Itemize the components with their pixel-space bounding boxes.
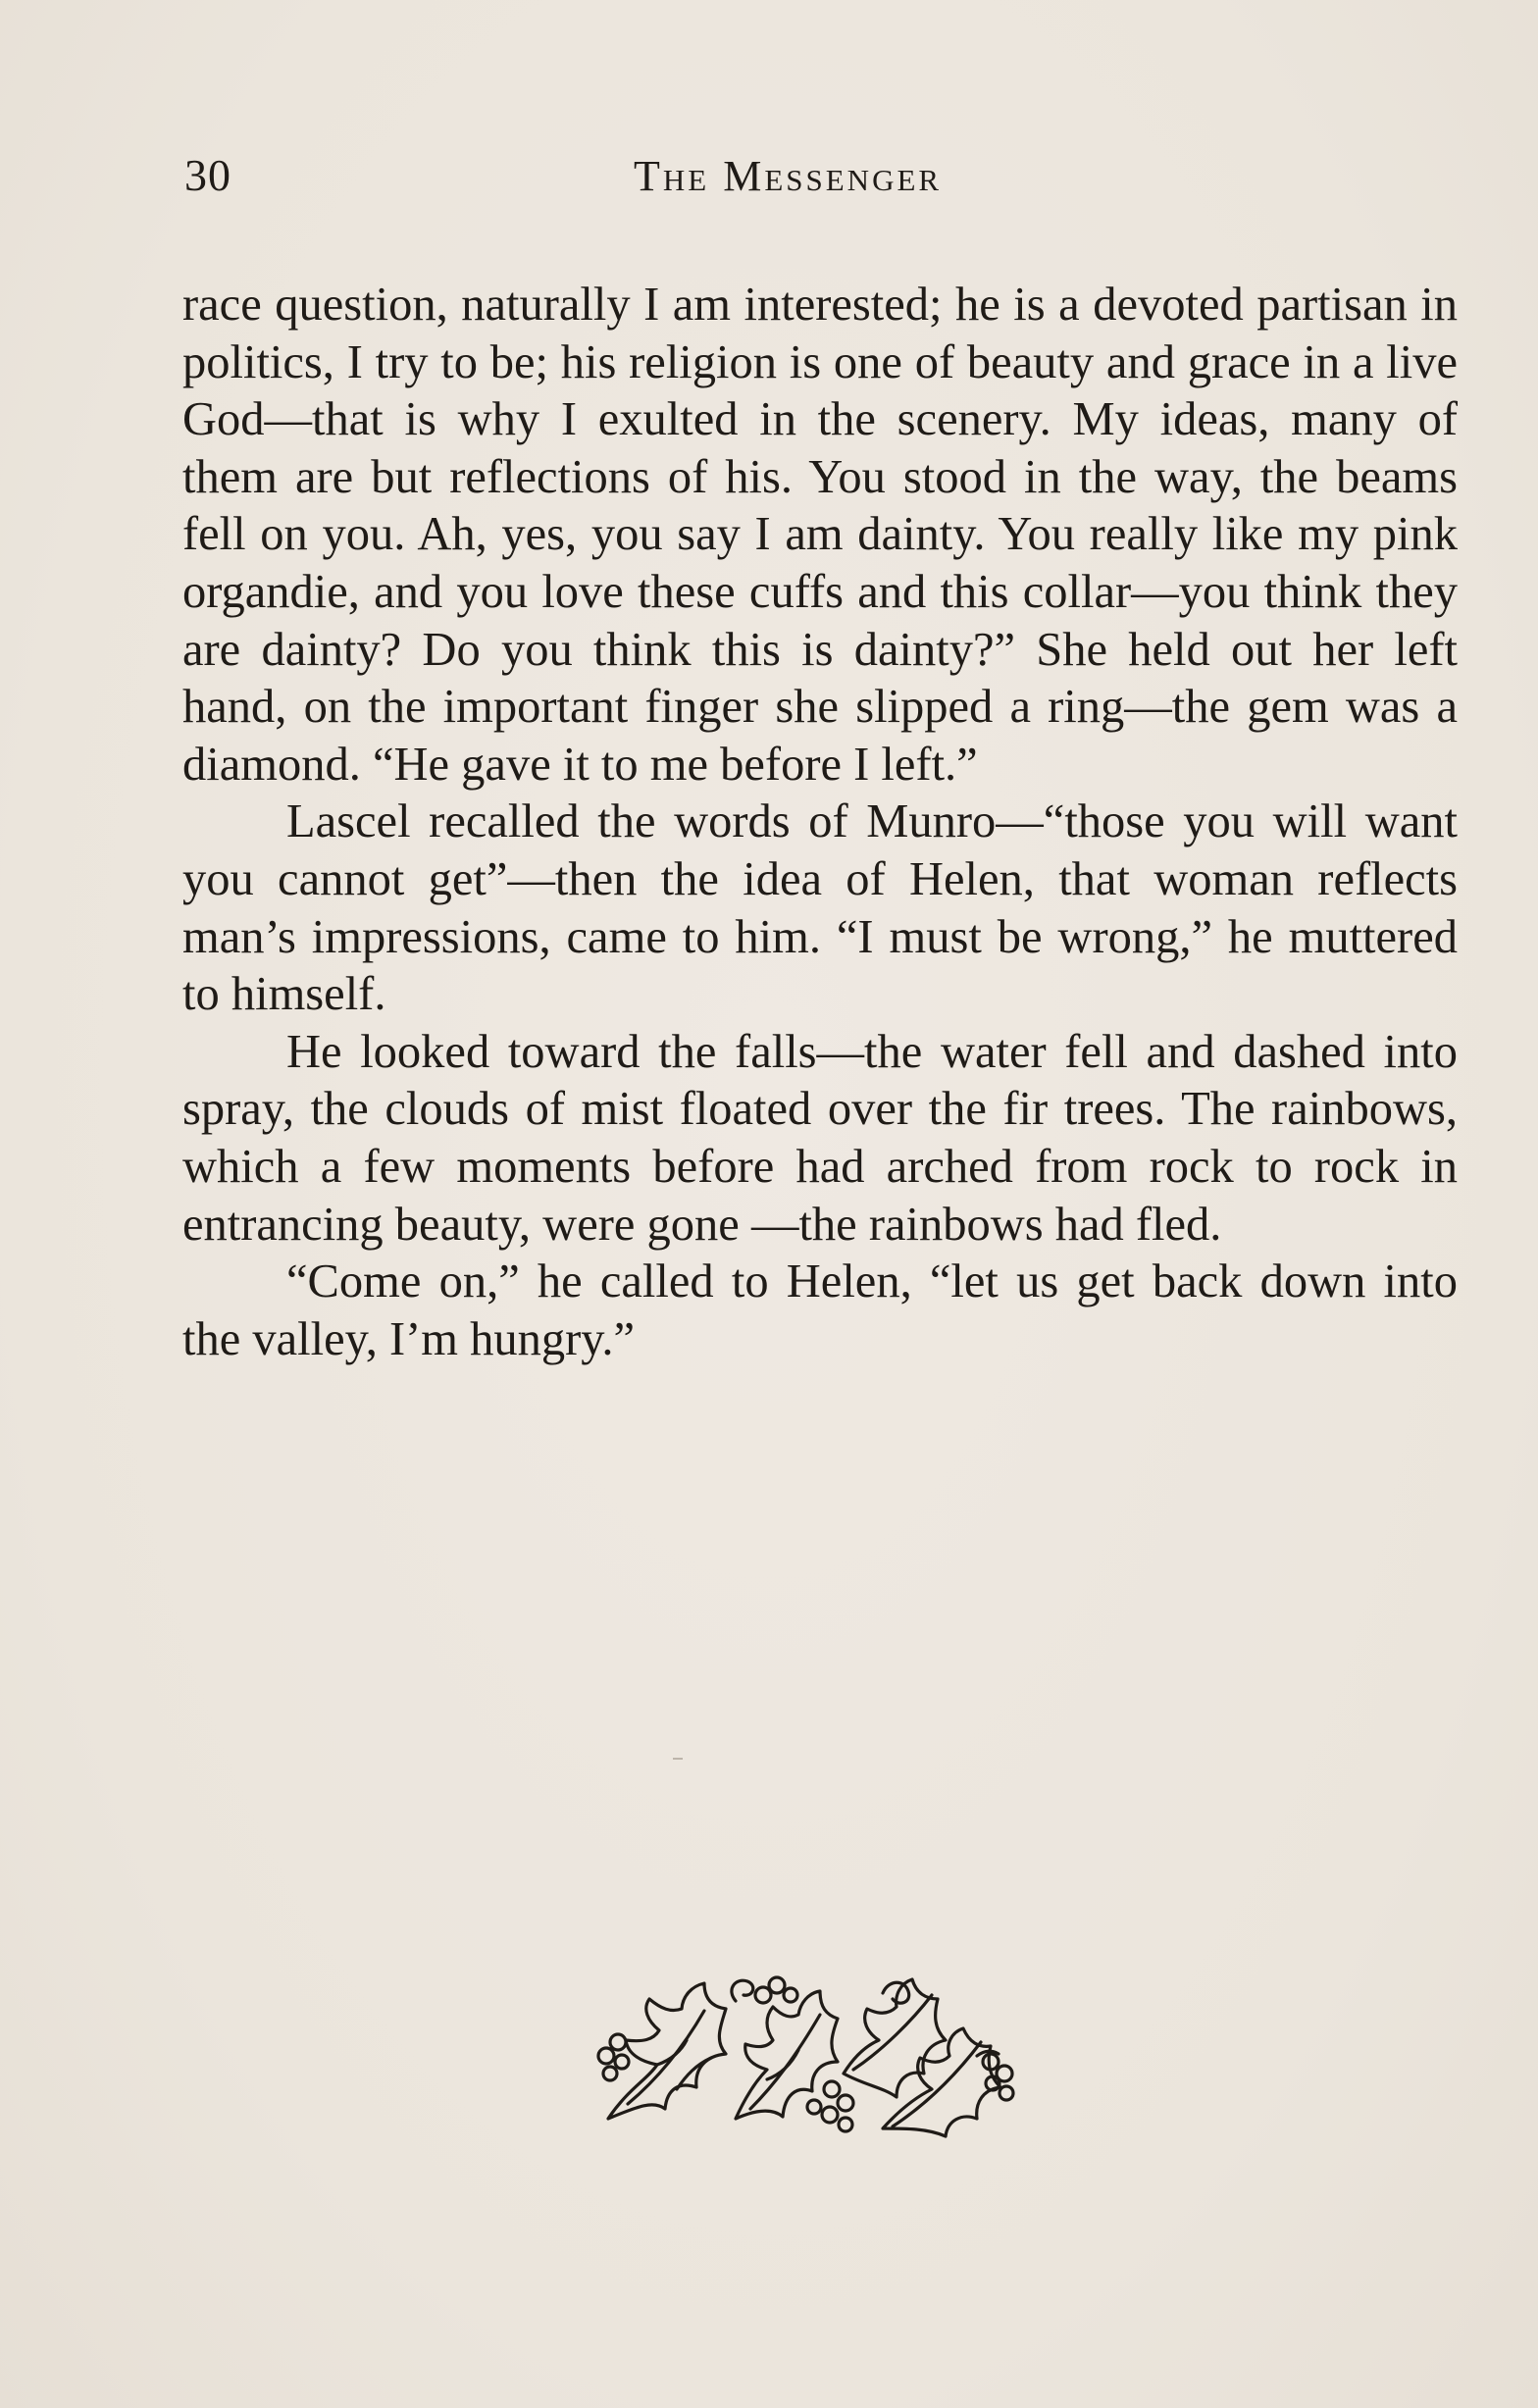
paragraph-3: He looked toward the falls—the water fell and dashed into spray, the clouds of mist floated over the fir trees. The rainbows, which a few moments before had arched from rock to rock in entrancing beauty, were gone —the rainbows had fled. bbox=[182, 1025, 1458, 1251]
paragraph-4: “Come on,” he called to Helen, “let us get back down into the valley, I’m hungry.” bbox=[182, 1255, 1458, 1365]
paragraph-2: Lascel recalled the words of Munro—“those you will want you cannot get”—then the idea of Helen, that woman reflects man’s impressions, came to him. “I must be wrong,” he muttered to himself. bbox=[182, 795, 1458, 1021]
grape-vine-leaf-ornament-icon bbox=[589, 1972, 1020, 2138]
running-title: The Messenger bbox=[634, 152, 943, 200]
paper-speck bbox=[673, 1758, 683, 1760]
body-text bbox=[182, 277, 1458, 1368]
page-number: 30 bbox=[184, 150, 231, 200]
paragraph-1: race question, naturally I am interested; he is a devoted partisan in politics, I try to be; his religion is one of beauty and grace in a live God—that is why I exulted in the scenery. My ideas, many of them are but reflections of his. You stood in the way, the beams fell on you. Ah, yes, you say I am dainty. You really like my pink organdie, and you love these cuffs and this collar—you think they are dainty? Do you think this is dainty?” She held out her left hand, on the important finger she slipped a ring—the gem was a diamond. “He gave it to me before I left.” bbox=[182, 279, 1458, 791]
page-header bbox=[184, 149, 1460, 218]
